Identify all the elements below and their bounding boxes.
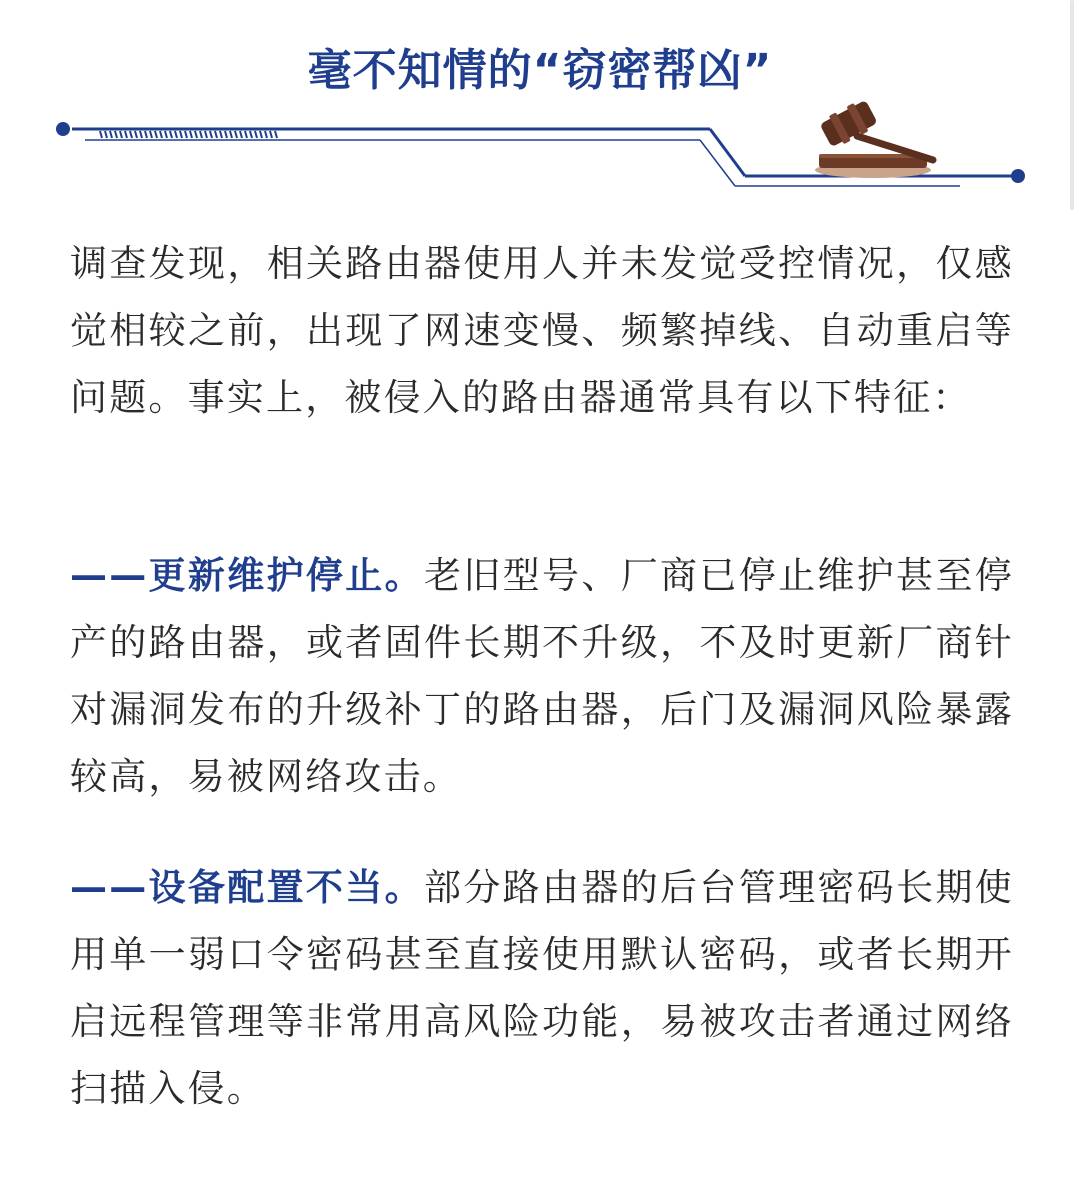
point-paragraph-device-config xyxy=(70,854,1014,1122)
page-title: 毫不知情的“窃密帮凶” xyxy=(307,45,773,96)
point-paragraph-update-maintenance xyxy=(70,542,1014,810)
point-body: 老旧型号、厂商已停止维护甚至停产的路由器，或者固件长期不升级，不及时更新厂商针对漏洞发布的升级补丁的路由器，后门及漏洞风险暴露较高，易被网络攻击。 xyxy=(70,554,1014,798)
point-heading: ——设备配置不当。 xyxy=(70,866,424,909)
scrollbar[interactable] xyxy=(1070,0,1074,210)
point-body: 部分路由器的后台管理密码长期使用单一弱口令密码甚至直接使用默认密码，或者长期开启远程管理等非常用高风险功能，易被攻击者通过网络扫描入侵。 xyxy=(70,866,1014,1110)
gavel-icon xyxy=(805,96,945,181)
point-heading: ——更新维护停止。 xyxy=(70,554,424,597)
intro-paragraph: 调查发现，相关路由器使用人并未发觉受控情况，仅感觉相较之前，出现了网速变慢、频繁掉线、自动重启等问题。事实上，被侵入的路由器通常具有以下特征： xyxy=(70,242,1014,419)
